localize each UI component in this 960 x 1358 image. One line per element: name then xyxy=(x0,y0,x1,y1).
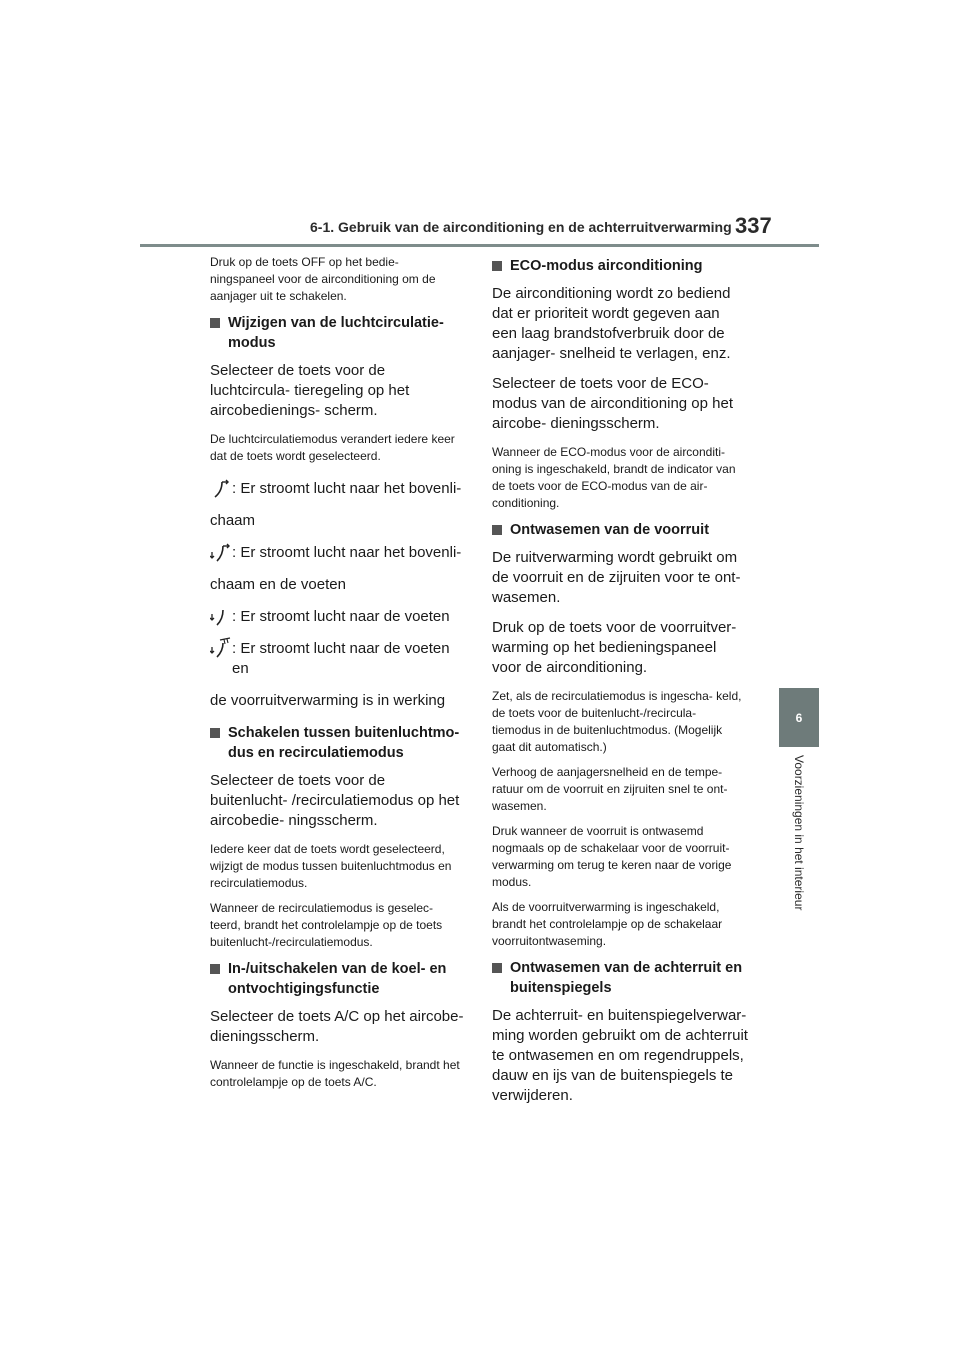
section-heading-recirculation xyxy=(210,723,466,763)
heading-text: Wijzigen van de luchtcirculatie- modus xyxy=(228,315,444,351)
body-text: De achterruit- en buitenspiegelverwar- ming worden gebruikt om de achterruit te ontwasemen en om regendruppels, dauw en ijs van de buitenspiegels te verwijderen. xyxy=(492,1007,748,1104)
airflow-feet-defrost-icon xyxy=(210,637,232,659)
body-text: De airconditioning wordt zo bediend dat er prioriteit wordt gegeven aan een laag brandstofverbruik door de aanjager- snelheid te verlagen, enz. xyxy=(492,285,731,362)
section-heading-eco xyxy=(492,256,748,276)
heading-text: Ontwasemen van de voorruit xyxy=(510,522,710,538)
note-text: Wanneer de ECO-modus voor de airconditi- oning is ingeschakeld, brandt de indicator van de toets voor de ECO-modus van de air- conditioning. xyxy=(492,445,736,510)
section-heading-airflow xyxy=(210,313,466,353)
airflow-feet-icon xyxy=(210,605,232,627)
header-divider xyxy=(140,244,819,247)
note-text: Wanneer de functie is ingeschakeld, brandt het controlelampje op de toets A/C. xyxy=(210,1058,460,1089)
note-text: Zet, als de recirculatiemodus is ingescha- keld, de toets voor de buitenlucht-/recircula- tiemodus in de buitenluchtmodus. (Mogelijk gaat dit automatisch.) xyxy=(492,689,742,754)
mode-text-cont: chaam en de voeten xyxy=(210,576,346,593)
section-heading-cooling xyxy=(210,959,466,999)
square-bullet-icon xyxy=(210,964,220,974)
heading-text: Schakelen tussen buitenluchtmo- dus en recirculatiemodus xyxy=(228,725,460,761)
square-bullet-icon xyxy=(492,525,502,535)
mode-text-cont: chaam xyxy=(210,512,256,529)
square-bullet-icon xyxy=(492,261,502,271)
note-text: De luchtcirculatiemodus verandert iedere keer dat de toets wordt geselecteerd. xyxy=(210,432,455,463)
body-text: Selecteer de toets voor de luchtcircula- tieregeling op het aircobedienings- scherm. xyxy=(210,362,410,419)
body-text: Selecteer de toets voor de ECO-modus van de airconditioning op het aircobe- dieningsscherm. xyxy=(492,375,733,432)
airflow-mode-face-feet xyxy=(210,543,466,563)
body-text: Druk op de toets voor de voorruitver- warming op het bedieningspaneel voor de airconditioning. xyxy=(492,619,737,676)
heading-text: ECO-modus airconditioning xyxy=(510,258,703,274)
mode-text-cont: de voorruitverwarming is in werking xyxy=(210,692,446,709)
note-text: Wanneer de recirculatiemodus is geselec- teerd, brandt het controlelampje op de toets buitenlucht-/recirculatiemodus. xyxy=(210,901,443,949)
airflow-mode-feet xyxy=(210,607,466,627)
note-text: Druk wanneer de voorruit is ontwasemd nogmaals op de schakelaar voor de voorruit- verwarming om terug te keren naar de vorige modus. xyxy=(492,824,732,889)
airflow-mode-feet-defrost xyxy=(210,639,466,679)
page-number: 337 xyxy=(735,213,772,238)
mode-text: : Er stroomt lucht naar de voeten en xyxy=(232,640,450,677)
note-text: Verhoog de aanjagersnelheid en de tempe- ratuur om de voorruit en zijruiten snel te ont- wasemen. xyxy=(492,765,728,813)
mode-text: : Er stroomt lucht naar het bovenli- xyxy=(232,480,462,497)
chapter-tab: 6 xyxy=(779,688,819,747)
mode-text: : Er stroomt lucht naar de voeten xyxy=(232,608,450,625)
airflow-face-icon xyxy=(210,477,232,499)
intro-note: Druk op de toets OFF op het bedie- ningspaneel voor de airconditioning om de aanjager uit te schakelen. xyxy=(210,255,436,303)
note-text: Als de voorruitverwarming is ingeschakeld, brandt het controlelampje op de schakelaar voorruitontwaseming. xyxy=(492,900,723,948)
airflow-face-feet-icon xyxy=(210,541,232,563)
section-heading-windshield-defog xyxy=(492,520,748,540)
right-column xyxy=(492,254,748,1116)
airflow-mode-face xyxy=(210,479,466,499)
square-bullet-icon xyxy=(210,728,220,738)
square-bullet-icon xyxy=(492,963,502,973)
section-title: 6-1. Gebruik van de airconditioning en de achterruitverwarming xyxy=(310,219,732,235)
heading-text: In-/uitschakelen van de koel- en ontvochtigingsfunctie xyxy=(228,961,447,997)
body-text: Selecteer de toets voor de buitenlucht- /recirculatiemodus op het aircobedie- ningsscherm. xyxy=(210,772,460,829)
left-column xyxy=(210,254,466,1099)
chapter-label: Voorzieningen in het interieur xyxy=(792,755,806,911)
square-bullet-icon xyxy=(210,318,220,328)
mode-text: : Er stroomt lucht naar het bovenli- xyxy=(232,544,462,561)
body-text: Selecteer de toets A/C op het aircobe- dieningsscherm. xyxy=(210,1008,464,1045)
heading-text: Ontwasemen van de achterruit en buitenspiegels xyxy=(510,960,743,996)
page-header xyxy=(0,0,960,250)
body-text: De ruitverwarming wordt gebruikt om de voorruit en de zijruiten voor te ont- wasemen. xyxy=(492,549,741,606)
section-heading-rear-defog xyxy=(492,958,748,998)
note-text: Iedere keer dat de toets wordt geselecteerd, wijzigt de modus tussen buitenluchtmodus en recirculatiemodus. xyxy=(210,842,452,890)
